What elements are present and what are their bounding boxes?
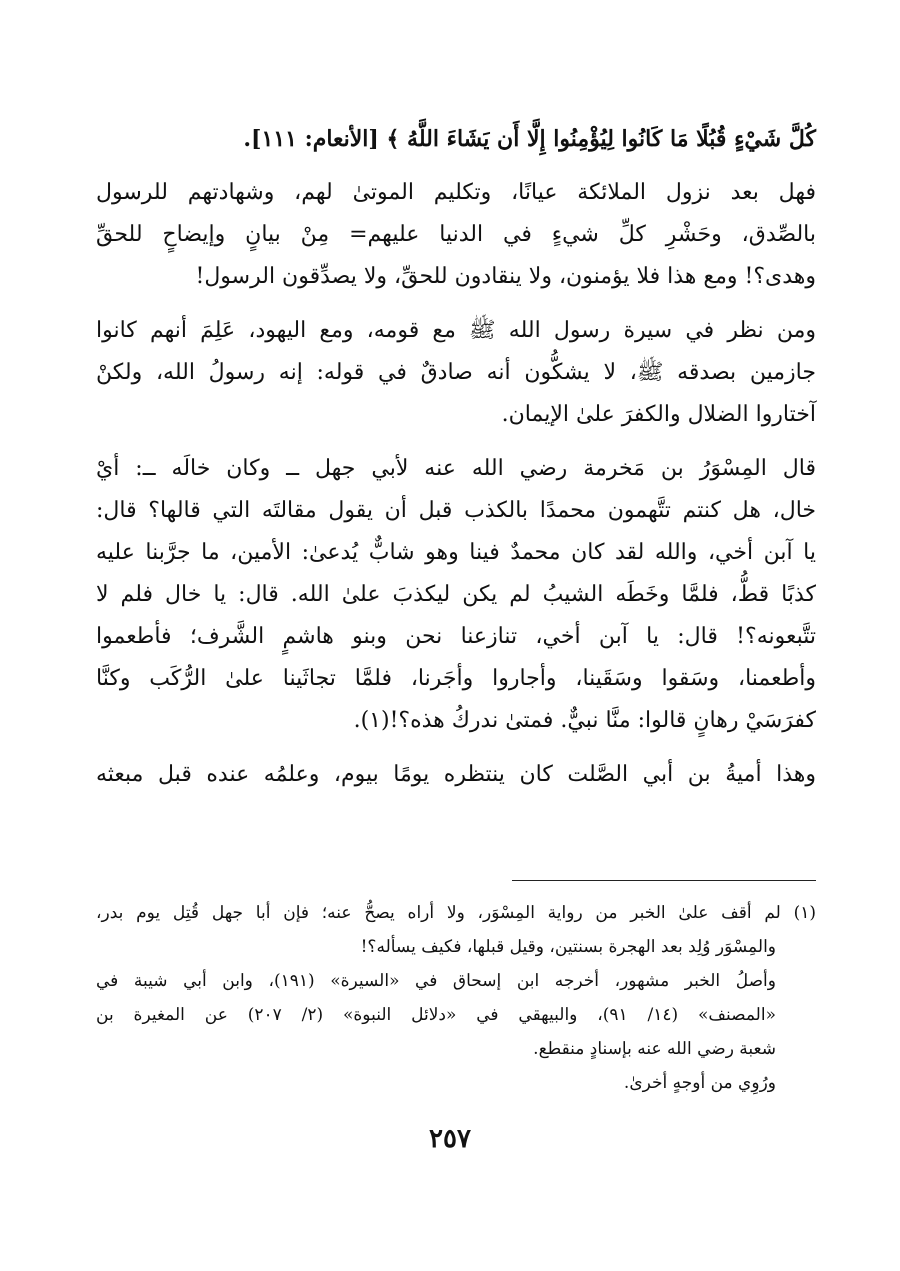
text-line: كذبًا قطُّ، فلمَّا وخَطَه الشيبُ لم يكن ليكذبَ علىٰ الله. قال: يا خال فلم لا: [96, 582, 816, 607]
footnote-divider: [512, 880, 816, 881]
footnote-line: وأصلُ الخبر مشهور، أخرجه ابن إسحاق في «السيرة» (١٩١)، وابن أبي شيبة في: [96, 971, 776, 991]
text-line: يا آبن أخي، والله لقد كان محمدٌ فينا وهو شابٌّ يُدعىٰ: الأمين، ما جرَّبنا عليه: [96, 540, 816, 565]
footnote-line: «المصنف» (١٤/ ٩١)، والبيهقي في «دلائل النبوة» (٢/ ٢٠٧) عن المغيرة بن: [96, 1005, 776, 1025]
page-body: [96, 118, 816, 808]
text-line: خال، هل كنتم تتَّهمون محمدًا بالكذب قبل أن يقول مقالتَه التي قالها؟ قال:: [96, 498, 816, 523]
text-line: جازمين بصدقه ﷺ، لا يشكُّون أنه صادقٌ في قوله: إنه رسولُ الله، ولكنْ: [96, 360, 816, 385]
footnote-line: شعبة رضي الله عنه بإسنادٍ منقطع.: [533, 1039, 776, 1059]
text-line: فهل بعد نزول الملائكة عيانًا، وتكليم الموتىٰ لهم، وشهادتهم للرسول: [96, 180, 816, 205]
text-line: وهذا أميةُ بن أبي الصَّلت كان ينتظره يومًا بيوم، وعلمُه عنده قبل مبعثه: [96, 762, 816, 787]
text-line: تتَّبعونه؟! قال: يا آبن أخي، تنازعنا نحن وبنو هاشمٍ الشَّرف؛ فأطعموا: [96, 624, 816, 649]
page-number: ٢٥٧: [429, 1124, 471, 1154]
footnotes: [96, 896, 816, 1100]
text-line: آختاروا الضلال والكفرَ علىٰ الإيمان.: [501, 402, 816, 427]
quran-verse: كُلَّ شَيْءٍ قُبُلًا مَا كَانُوا لِيُؤْمِنُوا إِلَّا أَن يَشَاءَ اللَّهُ ﴾ [الأنعام: ١١١].: [243, 126, 816, 152]
paragraph-4: [96, 754, 816, 796]
text-line: وهدى؟! ومع هذا فلا يؤمنون، ولا ينقادون للحقِّ، ولا يصدِّقون الرسول!: [195, 264, 816, 289]
text-line: قال المِسْوَرُ بن مَخرمة رضي الله عنه لأبي جهل ــ وكان خالَه ــ: أيْ: [96, 456, 816, 481]
footnote-line: (١) لم أقف علىٰ الخبر من رواية المِسْوَر، ولا أراه يصحُّ عنه؛ فإن أبا جهل قُتِل يوم بدر،: [96, 903, 816, 923]
footnote-line: ورُوِي من أوجهٍ أخرىٰ.: [623, 1073, 776, 1093]
text-line: كفرَسَيْ رهانٍ قالوا: منَّا نبيٌّ. فمتىٰ ندركُ هذه؟!(١).: [353, 708, 816, 733]
text-line: وأطعمنا، وسَقوا وسَقَينا، وأجاروا وأجَرنا، فلمَّا تجاثَينا علىٰ الرُّكَب وكنَّا: [96, 666, 816, 691]
text-line: بالصِّدق، وحَشْرِ كلِّ شيءٍ في الدنيا عليهم= مِنْ بيانٍ وإيضاحٍ للحقِّ: [96, 222, 816, 247]
text-line: ومن نظر في سيرة رسول الله ﷺ مع قومه، ومع اليهود، عَلِمَ أنهم كانوا: [96, 318, 816, 343]
paragraph-1: [96, 172, 816, 298]
footnote-line: والمِسْوَر وُلِد بعد الهجرة بسنتين، وقيل قبلها، فكيف يسأله؟!: [360, 937, 776, 957]
paragraph-3: [96, 448, 816, 742]
paragraph-2: [96, 310, 816, 436]
